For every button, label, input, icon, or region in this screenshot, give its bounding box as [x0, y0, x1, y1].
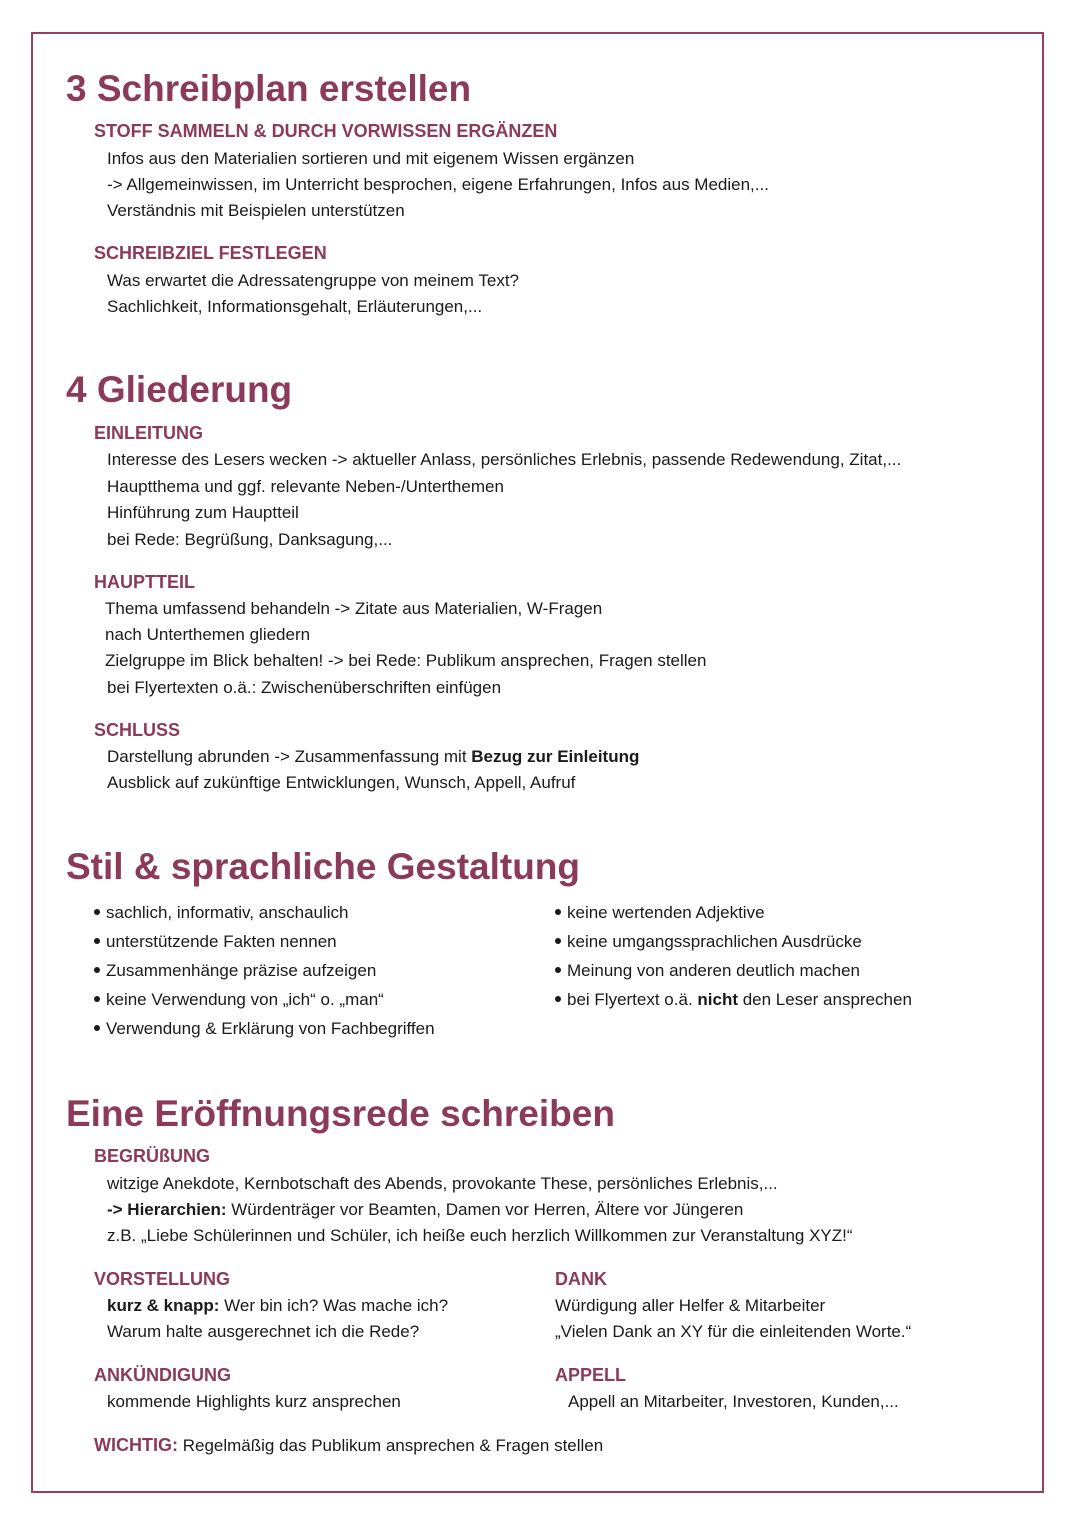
hauptteil-line-4: bei Flyertexten o.ä.: Zwischenüberschriften einfügen — [107, 678, 502, 697]
section-4-title: 4 Gliederung — [66, 369, 293, 410]
stil-right-3: Meinung von anderen deutlich machen — [555, 961, 860, 981]
stil-right-1: keine wertenden Adjektive — [555, 903, 765, 923]
appell-line-1: Appell an Mitarbeiter, Investoren, Kunden,... — [568, 1392, 899, 1411]
stil-right-2: keine umgangssprachlichen Ausdrücke — [555, 932, 862, 952]
begruessung-line-3: z.B. „Liebe Schülerinnen und Schüler, ich heiße euch herzlich Willkommen zur Veranstaltung XYZ!“ — [107, 1226, 853, 1245]
stoff-line-1: Infos aus den Materialien sortieren und mit eigenem Wissen ergänzen — [107, 149, 635, 168]
einleitung-line-4: bei Rede: Begrüßung, Danksagung,... — [107, 530, 393, 549]
begruessung-line-1: witzige Anekdote, Kernbotschaft des Abends, provokante These, persönliches Erlebnis,... — [107, 1174, 778, 1193]
hauptteil-heading: HAUPTTEIL — [94, 572, 195, 592]
vorstellung-line-2: Warum halte ausgerechnet ich die Rede? — [107, 1322, 420, 1341]
ankuendigung-line-1: kommende Highlights kurz ansprechen — [107, 1392, 401, 1411]
stil-left-2: unterstützende Fakten nennen — [94, 932, 337, 952]
stoff-line-3: Verständnis mit Beispielen unterstützen — [107, 201, 405, 220]
ziel-heading: SCHREIBZIEL FESTLEGEN — [94, 243, 327, 263]
stil-left-5: Verwendung & Erklärung von Fachbegriffen — [94, 1019, 435, 1039]
wichtig-note: WICHTIG: Regelmäßig das Publikum ansprechen & Fragen stellen — [94, 1435, 604, 1455]
dank-line-2: „Vielen Dank an XY für die einleitenden Worte.“ — [555, 1322, 912, 1341]
hauptteil-line-1: Thema umfassend behandeln -> Zitate aus Materialien, W-Fragen — [105, 599, 603, 618]
schluss-bold: Bezug zur Einleitung — [471, 747, 640, 766]
schluss-heading: SCHLUSS — [94, 720, 181, 740]
section-3-title: 3 Schreibplan erstellen — [66, 68, 472, 109]
stil-right-4: bei Flyertext o.ä. nicht den Leser ansprechen — [555, 990, 912, 1010]
einleitung-line-2: Hauptthema und ggf. relevante Neben-/Unterthemen — [107, 477, 504, 496]
einleitung-line-3: Hinführung zum Hauptteil — [107, 503, 299, 522]
stil-left-3: Zusammenhänge präzise aufzeigen — [94, 961, 376, 981]
stoff-line-2: -> Allgemeinwissen, im Unterricht besprochen, eigene Erfahrungen, Infos aus Medien,... — [107, 175, 769, 194]
begruessung-line-2: -> Hierarchien: Würdenträger vor Beamten, Damen vor Herren, Ältere vor Jüngeren — [107, 1200, 744, 1219]
stil-left-1: sachlich, informativ, anschaulich — [94, 903, 349, 923]
rede-title: Eine Eröffnungsrede schreiben — [66, 1093, 615, 1134]
stoff-heading: STOFF SAMMELN & DURCH VORWISSEN ERGÄNZEN — [94, 121, 558, 141]
vorstellung-line-1: kurz & knapp: Wer bin ich? Was mache ich? — [107, 1296, 449, 1315]
stil-title: Stil & sprachliche Gestaltung — [66, 846, 581, 887]
dank-heading: DANK — [555, 1269, 607, 1289]
schluss-line-1: Darstellung abrunden -> Zusammenfassung mit Bezug zur Einleitung — [107, 747, 640, 766]
begruessung-heading: BEGRÜßUNG — [94, 1146, 210, 1166]
ziel-line-2: Sachlichkeit, Informationsgehalt, Erläuterungen,... — [107, 297, 483, 316]
einleitung-line-1: Interesse des Lesers wecken -> aktueller Anlass, persönliches Erlebnis, passende Redewendung, Zitat,... — [107, 450, 902, 469]
hauptteil-line-2: nach Unterthemen gliedern — [105, 625, 311, 644]
hauptteil-line-3: Zielgruppe im Blick behalten! -> bei Rede: Publikum ansprechen, Fragen stellen — [105, 651, 707, 670]
ziel-line-1: Was erwartet die Adressatengruppe von meinem Text? — [107, 271, 519, 290]
stil-left-4: keine Verwendung von „ich“ o. „man“ — [94, 990, 384, 1010]
ankuendigung-heading: ANKÜNDIGUNG — [94, 1365, 231, 1385]
einleitung-heading: EINLEITUNG — [94, 423, 204, 443]
dank-line-1: Würdigung aller Helfer & Mitarbeiter — [555, 1296, 826, 1315]
appell-heading: APPELL — [555, 1365, 627, 1385]
vorstellung-heading: VORSTELLUNG — [94, 1269, 231, 1289]
schluss-line-2: Ausblick auf zukünftige Entwicklungen, Wunsch, Appell, Aufruf — [107, 773, 576, 792]
